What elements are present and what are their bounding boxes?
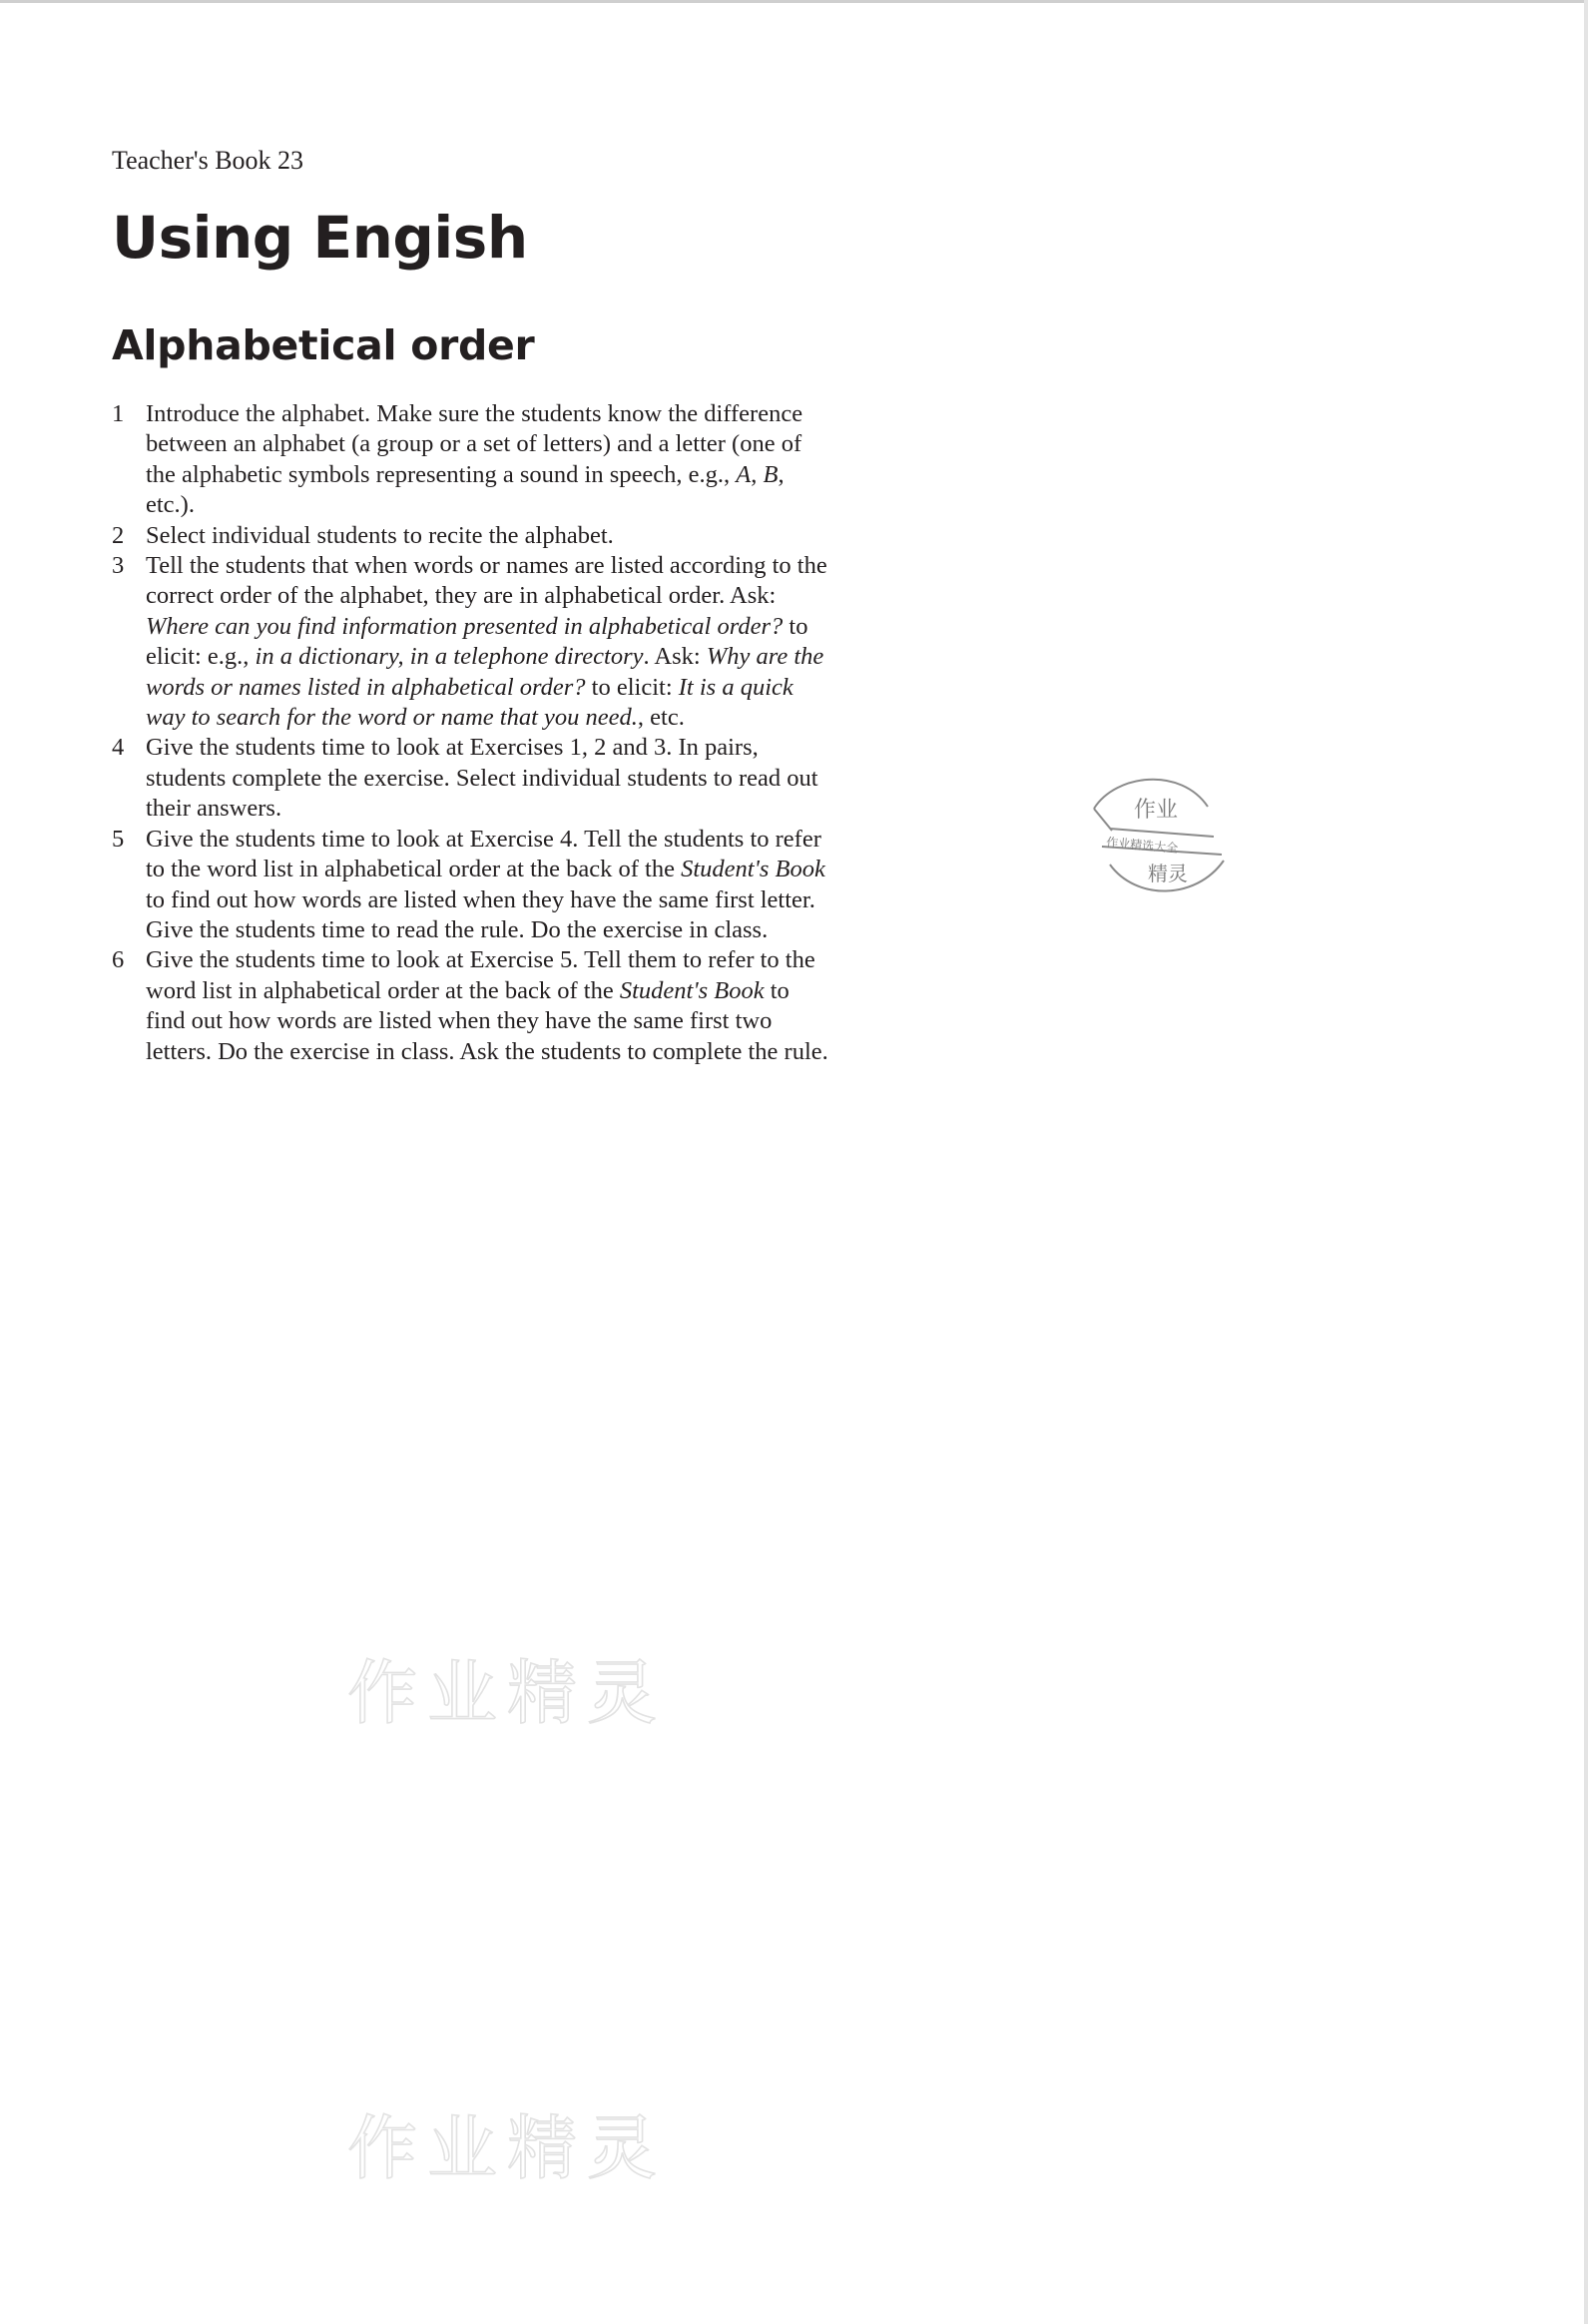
stamp-top-text: 作业: [1134, 798, 1179, 823]
page-title: Using Engish: [112, 204, 528, 272]
step-text-italic: It is a quick way to search for the word or name that you need.: [146, 673, 794, 732]
watermark-text-lower: 作业精灵: [347, 2107, 667, 2189]
step-number: 4: [112, 734, 125, 762]
page-label: Teacher's Book 23: [112, 146, 304, 175]
step-text-segment: Give the students time to look at Exercise 4. Tell the students to refer to the word list in alphabetical order at the back of the: [146, 825, 821, 883]
step-text-italic: Student's Book: [681, 856, 825, 883]
step-item: [112, 551, 830, 733]
step-text: [146, 552, 827, 731]
step-text-segment: to elicit:: [585, 673, 679, 701]
step-text-segment: to find out how words are listed when they have the same first letter. Give the students time to read the rule. Do the exercise in class.: [146, 885, 815, 943]
step-text: [146, 522, 614, 549]
step-item: [112, 825, 830, 946]
step-text-segment: , etc.).: [146, 460, 785, 519]
step-text-segment: to find out how words are listed when they have the same first two letters. Do the exercise in class. Ask the students to complete the rule.: [146, 976, 828, 1065]
step-number: 1: [112, 400, 125, 427]
step-number: 2: [112, 521, 125, 549]
step-text: [146, 734, 818, 822]
step-number: 6: [112, 946, 125, 974]
step-text: [146, 826, 825, 943]
page-right-edge: [1584, 0, 1588, 2324]
step-item: [112, 733, 830, 824]
step-text-segment: ,: [751, 460, 764, 488]
step-text: [146, 400, 802, 518]
step-text-segment: Give the students time to look at Exercises 1, 2 and 3. In pairs, students complete the exercise. Select individual students to read out their answers.: [146, 734, 818, 823]
step-item: [112, 399, 830, 521]
step-text: [146, 946, 828, 1064]
section-title: Alphabetical order: [112, 321, 535, 369]
step-text-italic: B: [763, 460, 779, 488]
stamp-bottom-text: 精灵: [1148, 862, 1188, 885]
stamp-logo: [1086, 769, 1232, 904]
step-text-italic: A: [736, 460, 752, 488]
step-text-italic: in a dictionary, in a telephone directory: [255, 643, 644, 671]
step-text-segment: , etc.: [637, 704, 685, 732]
steps-list: [112, 399, 830, 1067]
step-text-italic: Where can you find information presented in alphabetical order?: [146, 612, 784, 640]
step-text-italic: Why are the words or names listed in alphabetical order?: [146, 643, 824, 701]
step-text-segment: . Ask:: [643, 643, 707, 671]
step-item: [112, 945, 830, 1067]
step-text-segment: Introduce the alphabet. Make sure the students know the difference between an alphabet (a group or a set of letters) and a letter (one of the alphabetic symbols representing a sound in speech, e.g.,: [146, 400, 803, 488]
step-number: 5: [112, 825, 125, 853]
step-text-segment: Give the students time to look at Exercise 5. Tell them to refer to the word list in alphabetical order at the back of the: [146, 946, 815, 1004]
stamp-middle-text: 作业精选大全: [1105, 835, 1179, 856]
page-top-edge: [0, 0, 1588, 3]
step-text-segment: to elicit: e.g.,: [146, 612, 808, 671]
step-number: 3: [112, 552, 125, 580]
step-text-italic: Student's Book: [619, 976, 765, 1004]
step-text-segment: Select individual students to recite the alphabet.: [146, 521, 614, 549]
step-text-segment: Tell the students that when words or names are listed according to the correct order of the alphabet, they are in alphabetical order. Ask:: [146, 552, 827, 610]
step-item: [112, 521, 830, 551]
watermark-text: 作业精灵: [347, 1652, 667, 1734]
